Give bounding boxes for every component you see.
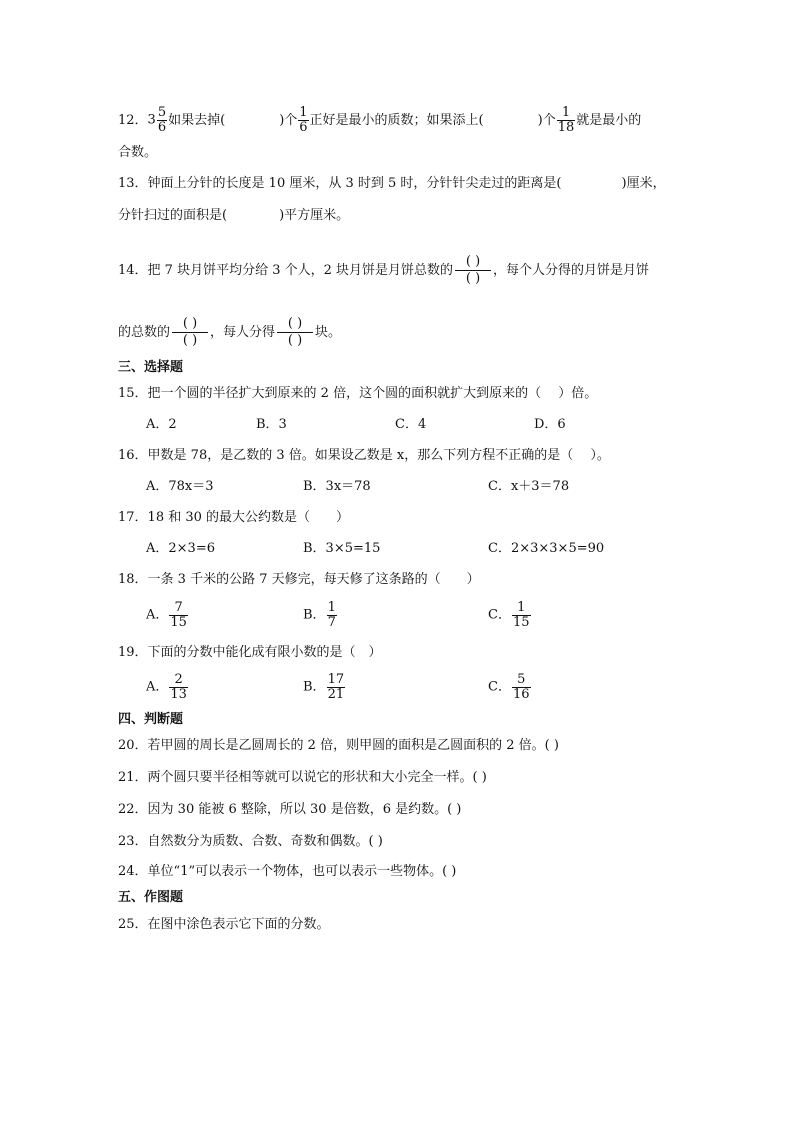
option-c[interactable]: C． $\frac{5}{16}$ bbox=[488, 672, 530, 702]
question-12-line2: 合数。 bbox=[118, 145, 158, 160]
option-b[interactable]: B．3×5=15 bbox=[303, 541, 381, 556]
question-25: 25．在图中涂色表示它下面的分数。 bbox=[118, 917, 330, 932]
question-24: 24．单位“1”可以表示一个物体，也可以表示一些物体。( ) bbox=[118, 864, 457, 879]
question-12-line1: 12．3 $\frac{5}{6}$ 如果去掉( )个 $\frac{1}{6}$ 正好是最小的质数；如果添上( )个 $\frac{1}{18}$ 就是最小的 bbox=[118, 105, 642, 135]
option-b[interactable]: B． $\frac{17}{21}$ bbox=[303, 672, 345, 702]
question-13-line1: 13．钟面上分针的长度是 10 厘米，从 3 时到 5 时，分针针尖走过的距离是( )厘米， bbox=[118, 176, 666, 191]
fraction: $\frac{17}{21}$ bbox=[327, 672, 345, 702]
option-a[interactable]: A．2×3=6 bbox=[146, 541, 215, 556]
question-23: 23．自然数分为质数、合数、奇数和偶数。( ) bbox=[118, 834, 383, 849]
blank-fraction[interactable]: ( ) ( ) bbox=[455, 254, 491, 287]
option-a[interactable]: A．78x＝3 bbox=[146, 479, 214, 494]
question-15-stem: 15．把一个圆的半径扩大到原来的 2 倍，这个圆的面积就扩大到原来的（ ）倍。 bbox=[118, 386, 598, 401]
question-21: 21．两个圆只要半径相等就可以说它的形状和大小完全一样。( ) bbox=[118, 770, 487, 785]
option-a[interactable]: A． $\frac{7}{15}$ bbox=[146, 600, 187, 630]
question-16-stem: 16．甲数是 78，是乙数的 3 倍。如果设乙数是 x，那么下列方程不正确的是（ ）。 bbox=[118, 448, 610, 463]
question-14-line2: 的总数的 ( ) ( ) ，每人分得 ( ) ( ) 块。 bbox=[118, 316, 342, 348]
fraction: $\frac{1}{7}$ bbox=[327, 600, 336, 630]
fraction: $\frac{1}{18}$ bbox=[557, 105, 575, 135]
option-c[interactable]: C． $\frac{1}{15}$ bbox=[488, 600, 530, 630]
option-b[interactable]: B．3x＝78 bbox=[303, 479, 371, 494]
question-13-line2: 分针扫过的面积是( )平方厘米。 bbox=[118, 208, 350, 223]
fraction: $\frac{1}{6}$ bbox=[299, 105, 308, 135]
option-c[interactable]: C．x＋3＝78 bbox=[488, 479, 570, 494]
blank-fraction[interactable]: ( ) ( ) bbox=[172, 316, 208, 349]
fraction: $\frac{5}{16}$ bbox=[512, 672, 530, 702]
fraction: $\frac{1}{15}$ bbox=[512, 600, 530, 630]
section-heading-judgement: 四、判断题 bbox=[118, 712, 184, 727]
section-heading-choice: 三、选择题 bbox=[118, 360, 184, 375]
question-18-stem: 18．一条 3 千米的公路 7 天修完，每天修了这条路的（ ） bbox=[118, 572, 480, 587]
option-b[interactable]: B．3 bbox=[256, 417, 287, 432]
question-20: 20．若甲圆的周长是乙圆周长的 2 倍，则甲圆的面积是乙圆面积的 2 倍。( ) bbox=[118, 738, 559, 753]
fraction: $\frac{7}{15}$ bbox=[170, 600, 187, 630]
question-14-line1: 14．把 7 块月饼平均分给 3 个人，2 块月饼是月饼总数的 ( ) ( ) ，每个人分得的月饼是月饼 bbox=[118, 254, 650, 286]
option-b[interactable]: B． $\frac{1}{7}$ bbox=[303, 600, 336, 630]
question-19-stem: 19．下面的分数中能化成有限小数的是（ ） bbox=[118, 645, 382, 660]
question-17-stem: 17．18 和 30 的最大公约数是（ ） bbox=[118, 510, 350, 525]
fraction: $\frac{2}{13}$ bbox=[170, 672, 187, 702]
option-c[interactable]: C．4 bbox=[395, 417, 427, 432]
question-number: 12． bbox=[118, 113, 148, 128]
question-22: 22．因为 30 能被 6 整除，所以 30 是倍数，6 是约数。( ) bbox=[118, 802, 462, 817]
section-heading-drawing: 五、作图题 bbox=[118, 890, 184, 905]
option-d[interactable]: D．6 bbox=[534, 417, 566, 432]
option-a[interactable]: A． $\frac{2}{13}$ bbox=[146, 672, 187, 702]
mixed-number: 3 $\frac{5}{6}$ bbox=[147, 105, 167, 135]
blank-fraction[interactable]: ( ) ( ) bbox=[277, 316, 313, 349]
option-a[interactable]: A．2 bbox=[146, 417, 177, 432]
option-c[interactable]: C．2×3×3×5=90 bbox=[488, 541, 605, 556]
